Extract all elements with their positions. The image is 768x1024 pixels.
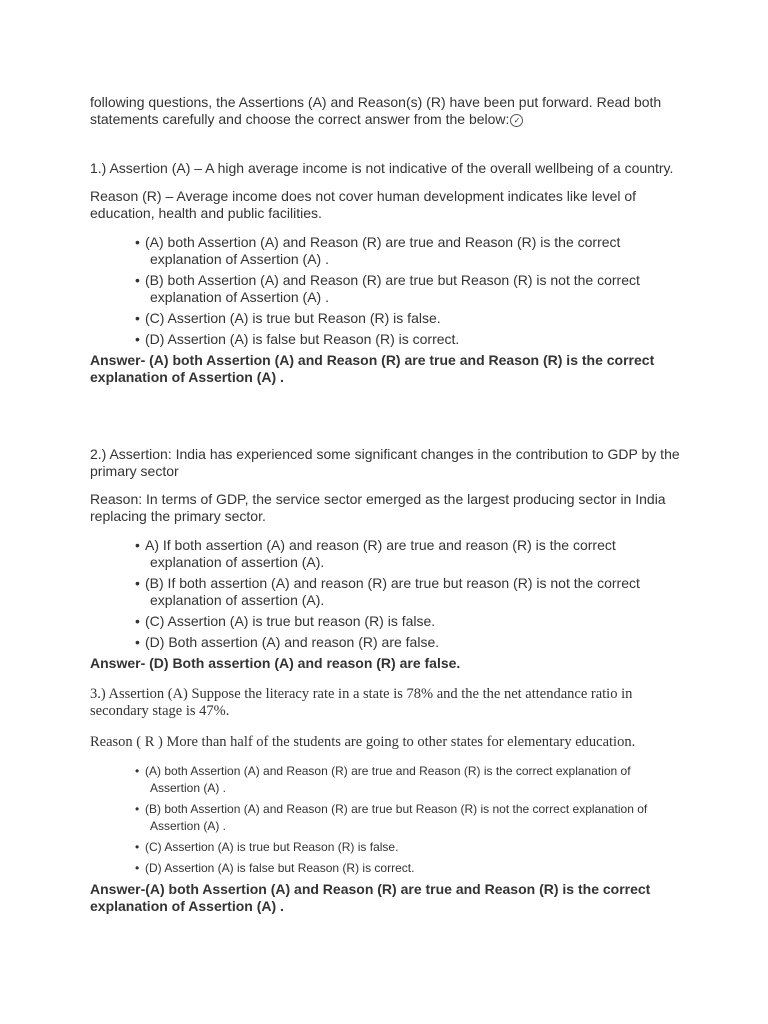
q2-answer: Answer- (D) Both assertion (A) and reason (R) are false. — [90, 655, 461, 671]
list-item: • A) If both assertion (A) and reason (R) are true and reason (R) is the correct explanation of assertion (A). — [135, 537, 616, 570]
q1-reason: Reason (R) – Average income does not cover human development indicates like level of education, health and public facilities. — [90, 188, 637, 221]
check-circle-icon: ✓ — [510, 114, 523, 127]
q3-options — [90, 763, 680, 877]
q2-assertion: 2.) Assertion: India has experienced some significant changes in the contribution to GDP by the primary sector — [90, 446, 680, 479]
list-item: • (B) both Assertion (A) and Reason (R) are true but Reason (R) is not the correct explanation of Assertion (A) . — [135, 272, 640, 305]
q3-reason: Reason ( R ) More than half of the students are going to other states for elementary education. — [90, 734, 636, 750]
q1-assertion: 1.) Assertion (A) – A high average income is not indicative of the overall wellbeing of a country. — [90, 160, 674, 176]
list-item: • (C) Assertion (A) is true but Reason (R) is false. — [135, 840, 399, 854]
q2-reason: Reason: In terms of GDP, the service sector emerged as the largest producing sector in India replacing the primary sector. — [90, 491, 666, 524]
q3-answer: Answer-(A) both Assertion (A) and Reason (R) are true and Reason (R) is the correct explanation of Assertion (A) . — [90, 881, 651, 914]
list-item: • (C) Assertion (A) is true but reason (R) is false. — [135, 613, 436, 629]
list-item: • (D) Assertion (A) is false but Reason (R) is correct. — [135, 861, 415, 875]
list-item: • (A) both Assertion (A) and Reason (R) are true and Reason (R) is the correct explanation of Assertion (A) . — [135, 234, 621, 267]
question-2 — [90, 446, 680, 672]
question-1 — [90, 160, 680, 386]
question-3 — [90, 686, 680, 915]
intro-paragraph — [90, 94, 680, 128]
list-item: • (C) Assertion (A) is true but Reason (R) is false. — [135, 310, 441, 326]
list-item: • (B) If both assertion (A) and reason (R) are true but reason (R) is not the correct explanation of assertion (A). — [135, 575, 640, 608]
q2-options — [90, 537, 680, 651]
q1-answer: Answer- (A) both Assertion (A) and Reason (R) are true and Reason (R) is the correct explanation of Assertion (A) . — [90, 352, 655, 385]
list-item: • (D) Both assertion (A) and reason (R) are false. — [135, 634, 440, 650]
list-item: • (B) both Assertion (A) and Reason (R) are true but Reason (R) is not the correct explanation of Assertion (A) . — [135, 802, 648, 833]
q3-assertion: 3.) Assertion (A) Suppose the literacy rate in a state is 78% and the the net attendance ratio in secondary stage is 47%. — [90, 686, 633, 719]
list-item: • (D) Assertion (A) is false but Reason (R) is correct. — [135, 331, 460, 347]
q1-options — [90, 234, 680, 348]
list-item: • (A) both Assertion (A) and Reason (R) are true and Reason (R) is the correct explanation of Assertion (A) . — [135, 764, 631, 795]
intro-text: following questions, the Assertions (A) and Reason(s) (R) have been put forward. Read both statements carefully and choose the correct answer from the below: — [90, 94, 662, 127]
